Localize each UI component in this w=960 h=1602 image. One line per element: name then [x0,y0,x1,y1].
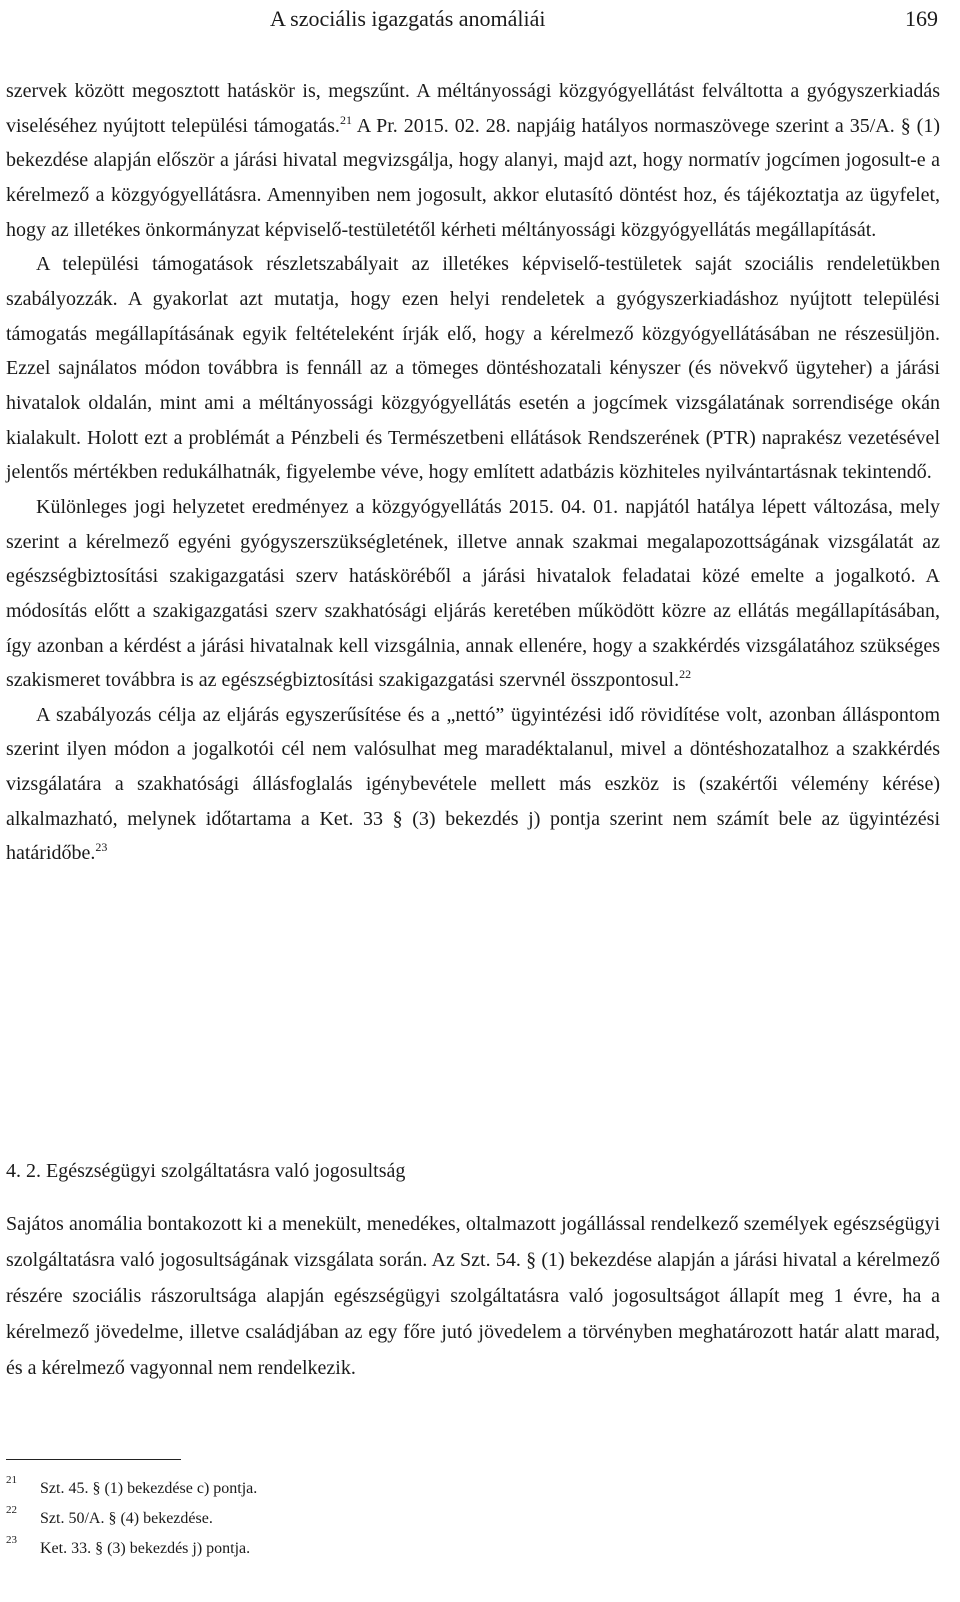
footnotes [6,1474,706,1564]
footnote-number: 22 [6,1504,17,1516]
paragraph-text: szervek között megosztott hatáskör is, megszűnt. A méltányossági közgyógyellátást felváltotta a gyógyszerkiadás viseléséhez nyújtott települési támogatás. [6,80,940,137]
body-text [6,74,940,871]
footnote [6,1474,706,1504]
paragraph-text: A szabályozás célja az eljárás egyszerűsítése és a „nettó” ügyintézési idő rövidítése volt, azonban álláspontom szerint ilyen módon a jogalkotói cél nem valósulhat meg maradéktalanul, mivel a döntéshozatalhoz a szakkérdés vizsgálatára a szakhatósági állásfoglalás igénybevétele mellett más eszköz is (szakértői vélemény kérése) alkalmazható, melynek időtartama a Ket. 33 § (3) bekezdés j) pontja szerint nem számít bele az ügyintézési határidőbe. [6,703,940,865]
body-paragraph [6,247,940,490]
footnote-number: 21 [6,1474,17,1486]
page-header [0,4,960,34]
paragraph-text: A települési támogatások részletszabályait az illetékes képviselő-testületek saját szociális rendeletükben szabályozzák. A gyakorlat azt mutatja, hogy ezen helyi rendeletek a gyógyszerkiadáshoz nyújtott települési támogatás megállapításának egyik feltételeként írják elő, hogy a kérelmező közgyógyellátásában ne részesüljön. Ezzel sajnálatos módon továbbra is fennáll az a tömeges döntéshozatali kényszer (és növekvő ügyteher) a járási hivatalok oldalán, mint ami a méltányossági közgyógyellátás esetén a jogcímek vizsgálatának sorrendisége okán kialakult. Holott ezt a problémát a Pénzbeli és Természetbeni ellátások Rendszerének (PTR) naprakész vezetésével jelentős mértékben redukálhatnák, figyelembe véve, hogy említett adatbázis közhiteles nyilvántartásnak tekintendő. [6,253,940,484]
section-heading: 4. 2. Egészségügyi szolgáltatásra való jogosultság [6,1160,406,1182]
body-paragraph [6,490,940,698]
section-body [6,1206,940,1386]
footnote [6,1504,706,1534]
paragraph-text: A Pr. 2015. 02. 28. napjáig hatályos normaszövege szerint a 35/A. § (1) bekezdése alapján először a járási hivatal megvizsgálja, hogy alanyi, majd azt, hogy normatív jogcímen jogosult-e a kérelmező a közgyógyellátásra. Amennyiben nem jogosult, akkor elutasító döntést hoz, és tájékoztatja az ügyfelet, hogy az illetékes önkormányzat képviselő-testületétől kérheti méltányossági közgyógyellátás megállapítását. [6,114,941,241]
footnote-divider [6,1459,181,1460]
section-paragraph: Sajátos anomália bontakozott ki a menekült, menedékes, oltalmazott jogállással rendelkező személyek egészségügyi szolgáltatásra való jogosultságának vizsgálata során. Az Szt. 54. § (1) bekezdése alapján a járási hivatal a kérelmező részére szociális rászorultsága alapján egészségügyi szolgáltatásra való jogosultságot állapít meg 1 évre, ha a kérelmező jövedelme, illetve családjában az egy főre jutó jövedelem a törvényben meghatározott határ alatt marad, és a kérelmező vagyonnal nem rendelkezik. [6,1213,940,1379]
footnote [6,1534,706,1564]
body-paragraph [6,74,940,247]
footnote-text: Szt. 50/A. § (4) bekezdése. [40,1510,213,1527]
footnote-text: Szt. 45. § (1) bekezdése c) pontja. [40,1480,258,1497]
footnote-text: Ket. 33. § (3) bekezdés j) pontja. [40,1540,251,1557]
paragraph-text: Különleges jogi helyzetet eredményez a közgyógyellátás 2015. 04. 01. napjától hatálya lépett változása, mely szerint a kérelmező egyéni gyógyszerszükségletének, illetve annak szakmai megalapozottságának vizsgálatát az egészségbiztosítási szakigazgatási szerv hatásköréből a járási hivatalok feladatai közé emelte a jogalkotó. A módosítás előtt a szakigazgatási szerv szakhatósági eljárás keretében működött közre az ellátás megállapításában, így azonban a kérdést a járási hivatalnak kell vizsgálnia, annak ellenére, hogy a szakkérdés vizsgálatához szükséges szakismeret továbbra is az egészségbiztosítási szakigazgatási szervnél összpontosul. [6,495,940,692]
running-title: A szociális igazgatás anomáliái [270,6,546,31]
footnote-reference: 21 [339,112,352,127]
footnote-reference: 22 [679,667,692,682]
footnote-reference: 23 [95,840,108,855]
footnote-number: 23 [6,1534,17,1546]
body-paragraph [6,698,940,871]
page-number: 169 [905,6,938,31]
